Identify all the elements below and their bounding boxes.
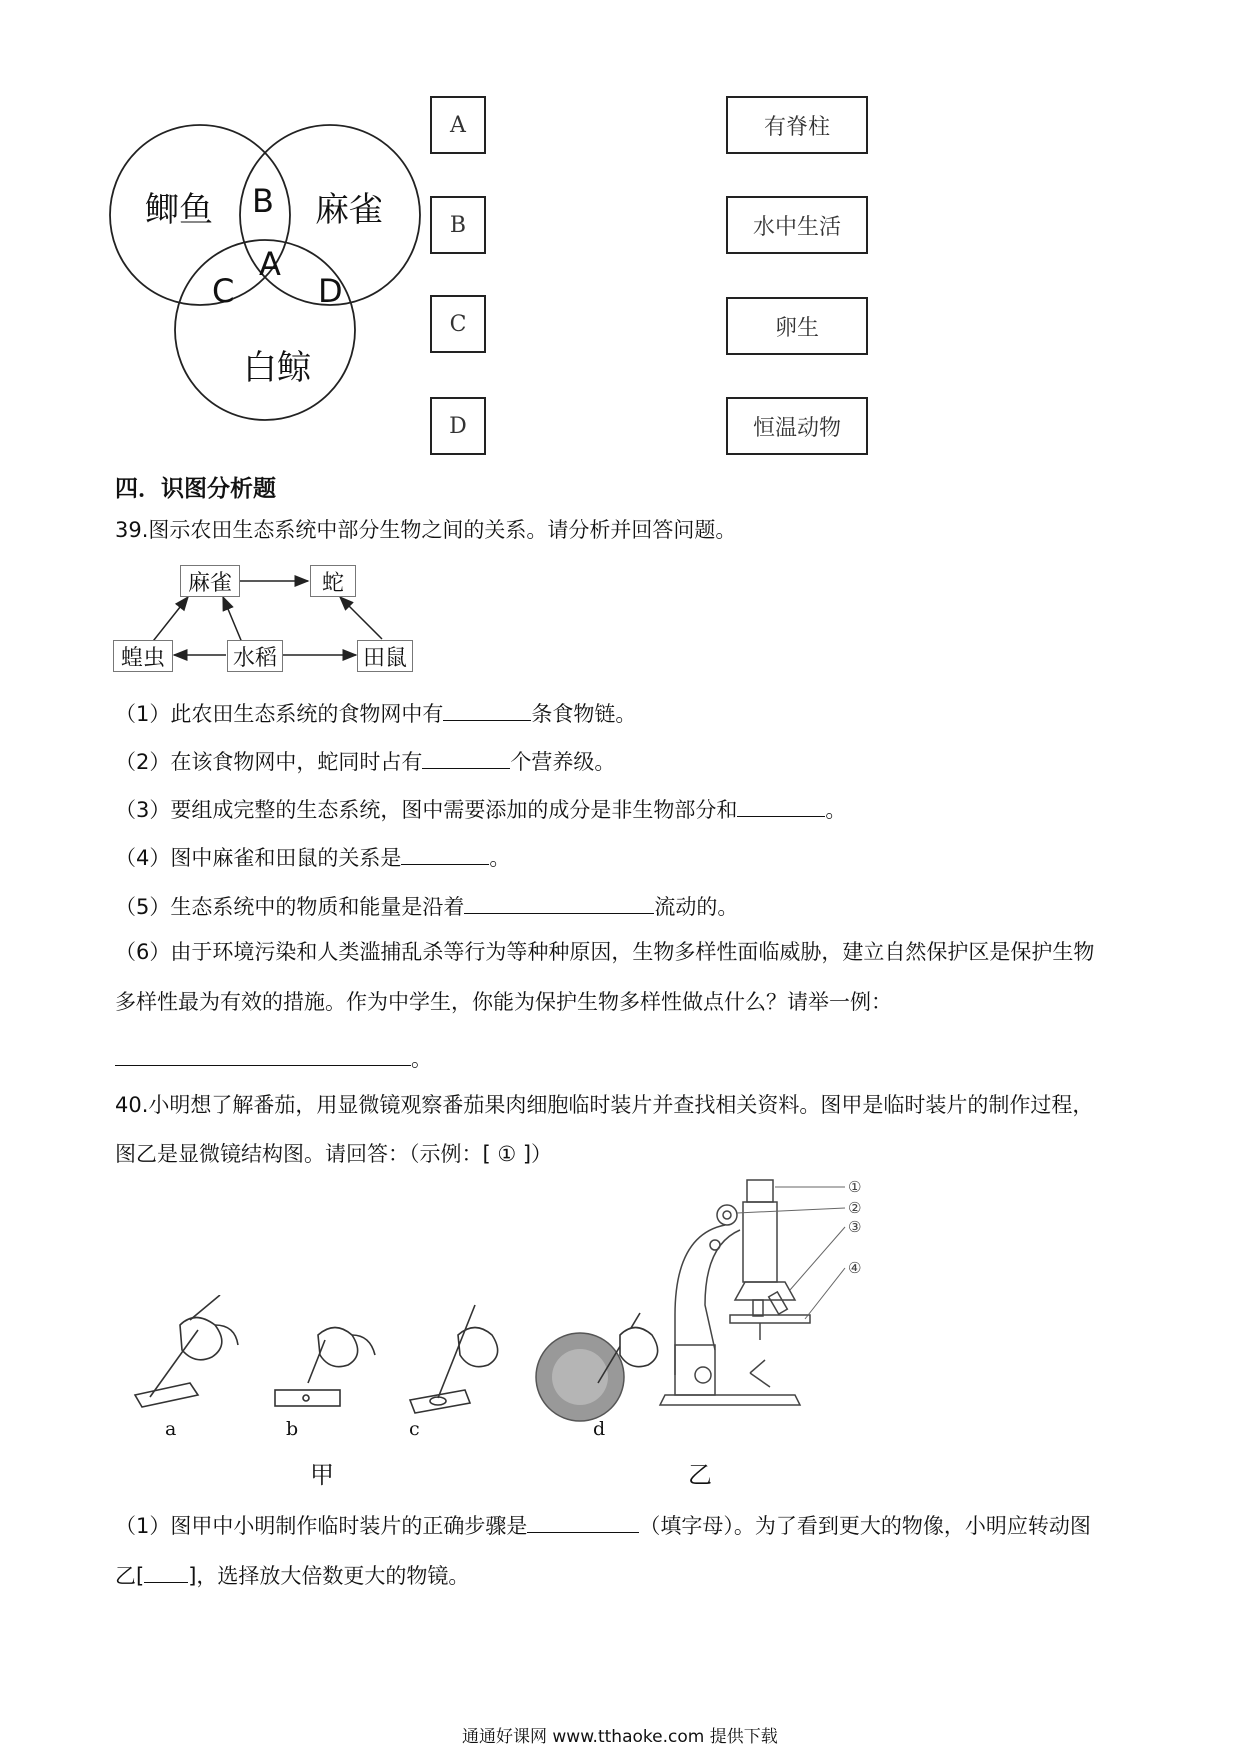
q39-sub4-pre: （4）图中麻雀和田鼠的关系是	[115, 846, 402, 870]
q39-sub6-line1: （6）由于环境污染和人类滥捕乱杀等行为等种种原因，生物多样性面临威胁，建立自然保护区是保护生物	[115, 940, 1095, 964]
q39-stem: 39.图示农田生态系统中部分生物之间的关系。请分析并回答问题。	[115, 518, 737, 542]
match-left-c: C	[430, 295, 486, 353]
q39-sub3-blank[interactable]	[737, 796, 825, 817]
food-web-node-locust: 蝗虫	[113, 640, 173, 672]
q39-sub3-post: 。	[825, 798, 847, 822]
match-right-1: 有脊柱	[726, 96, 868, 154]
venn-region-c: C	[212, 272, 235, 310]
q39-sub6-blank[interactable]	[115, 1045, 411, 1066]
q39-sub6-line2: 多样性最为有效的措施。作为中学生，你能为保护生物多样性做点什么？请举一例：	[115, 990, 892, 1014]
q39-sub5-blank[interactable]	[464, 893, 654, 914]
q40-sub1-line2-pre: 乙[	[115, 1564, 145, 1588]
figure-jia-steps	[120, 1295, 680, 1425]
step-a-illustration	[135, 1295, 238, 1407]
q39-sub5	[115, 893, 738, 918]
q40-sub1-post: （填字母）。为了看到更大的物像，小明应转动图	[639, 1514, 1091, 1538]
micro-label-2: ②	[848, 1199, 862, 1217]
micro-label-4: ④	[848, 1259, 862, 1277]
venn-region-d: D	[318, 272, 343, 310]
step-label-d: d	[593, 1418, 606, 1440]
figure-jia-caption: 甲	[310, 1461, 334, 1489]
step-label-b: b	[286, 1418, 299, 1440]
q40-line2: 图乙是显微镜结构图。请回答：（示例：[ ① ]）	[115, 1142, 553, 1166]
q39-sub4	[115, 844, 510, 869]
q39-sub4-blank[interactable]	[401, 844, 489, 865]
q39-sub3	[115, 796, 846, 821]
food-web-node-snake: 蛇	[310, 565, 356, 597]
food-web-node-rice: 水稻	[227, 640, 283, 672]
q39-sub4-post: 。	[489, 846, 511, 870]
q39-sub2-post: 个营养级。	[510, 750, 616, 774]
step-b-illustration	[275, 1328, 375, 1407]
step-d-illustration	[536, 1313, 658, 1421]
q39-sub2-pre: （2）在该食物网中，蛇同时占有	[115, 750, 423, 774]
venn-region-a: A	[259, 245, 281, 283]
q39-sub1-post: 条食物链。	[531, 702, 637, 726]
venn-label-crucian: 鲫鱼	[145, 190, 213, 230]
q39-sub1-blank[interactable]	[443, 700, 531, 721]
venn-label-sparrow: 麻雀	[315, 190, 383, 230]
q39-sub2	[115, 748, 615, 773]
section-title: 四．识图分析题	[115, 476, 276, 502]
figure-yi-caption: 乙	[688, 1461, 712, 1489]
step-c-illustration	[410, 1305, 498, 1413]
food-web-node-field-mouse: 田鼠	[357, 640, 413, 672]
q39-sub3-pre: （3）要组成完整的生态系统，图中需要添加的成分是非生物部分和	[115, 798, 738, 822]
food-web-node-sparrow: 麻雀	[180, 565, 240, 597]
match-right-2: 水中生活	[726, 196, 868, 254]
q40-sub1-line2-post: ]，选择放大倍数更大的物镜。	[188, 1564, 470, 1588]
step-label-c: c	[409, 1418, 420, 1440]
q39-sub1	[115, 700, 636, 725]
venn-region-b: B	[252, 182, 274, 220]
q39-sub1-pre: （1）此农田生态系统的食物网中有	[115, 702, 444, 726]
match-left-a: A	[430, 96, 486, 154]
match-left-b: B	[430, 196, 486, 254]
q39-sub6-end: 。	[411, 1047, 432, 1071]
match-right-3: 卵生	[726, 297, 868, 355]
q40-sub1-line2-blank[interactable]	[144, 1562, 188, 1583]
micro-label-1: ①	[848, 1178, 862, 1196]
q39-sub5-pre: （5）生态系统中的物质和能量是沿着	[115, 895, 465, 919]
q40-sub1-blank[interactable]	[527, 1512, 639, 1533]
page-footer: 通通好课网 www.tthaoke.com 提供下载	[462, 1727, 778, 1747]
venn-label-beluga: 白鲸	[243, 348, 311, 388]
q39-sub2-blank[interactable]	[422, 748, 510, 769]
micro-label-3: ③	[848, 1218, 862, 1236]
q40-sub1-line2	[115, 1562, 469, 1587]
match-right-4: 恒温动物	[726, 397, 868, 455]
q40-sub1-pre: （1）图甲中小明制作临时装片的正确步骤是	[115, 1514, 528, 1538]
q40-sub1-line1	[115, 1512, 1091, 1537]
q39-sub5-post: 流动的。	[654, 895, 739, 919]
step-label-a: a	[165, 1418, 177, 1440]
q39-sub6-answer	[115, 1045, 432, 1070]
q40-line1: 40.小明想了解番茄，用显微镜观察番茄果肉细胞临时装片并查找相关资料。图甲是临时装片的制作过程，	[115, 1093, 1094, 1117]
match-left-d: D	[430, 397, 486, 455]
